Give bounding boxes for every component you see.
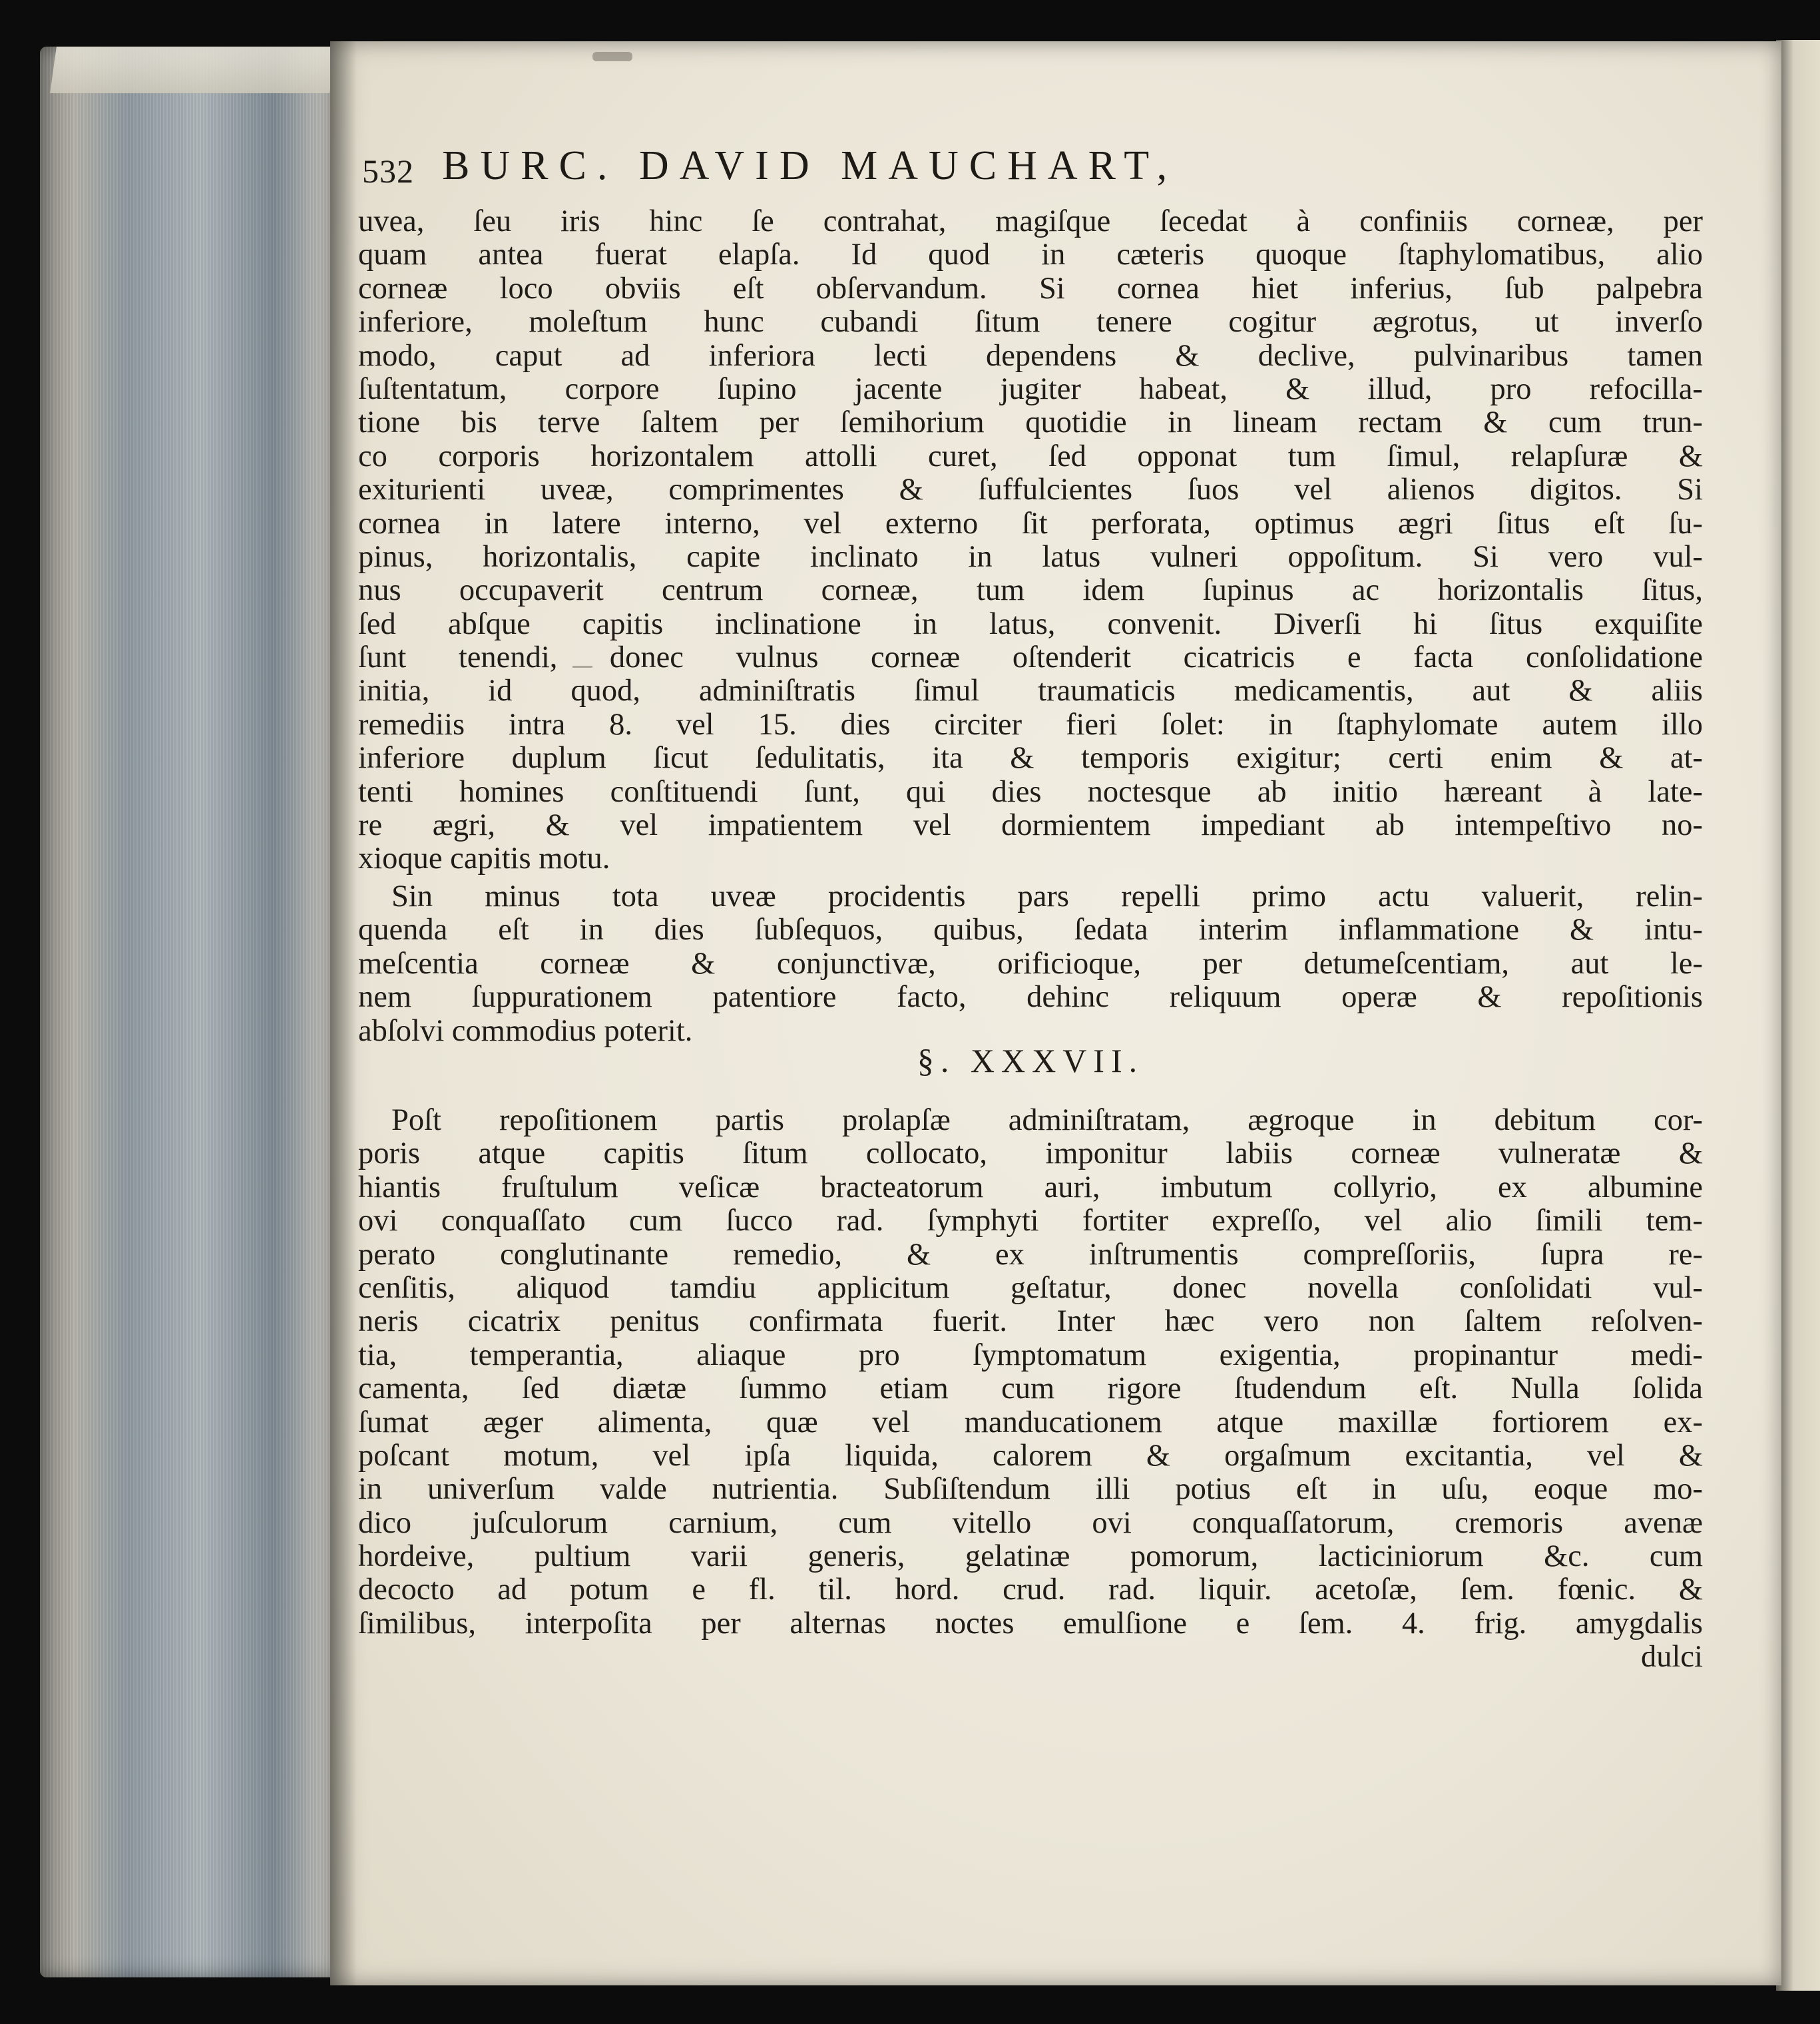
text-line: quenda eſt in dies ſubſequos, quibus, ſedata interim inflammatione & intu-	[358, 913, 1703, 947]
text-line: hiantis fruſtulum veſicæ bracteatorum auri, imbutum collyrio, ex albumine	[358, 1170, 1703, 1204]
text-line: modo, caput ad inferiora lecti dependens & declive, pulvinaribus tamen	[358, 338, 1703, 373]
text-line: ovi conquaſſato cum ſucco rad. ſymphyti fortiter expreſſo, vel alio ſimili tem-	[358, 1204, 1703, 1238]
text-line: inferiore duplum ſicut ſedulitatis, ita & temporis exigitur; certi enim & at-	[358, 741, 1703, 776]
text-line: ſimilibus, interpoſita per alternas noctes emulſione e ſem. 4. frig. amygdalis	[358, 1606, 1703, 1641]
text-line: perato conglutinante remedio, & ex inſtrumentis compreſſoriis, ſupra re-	[358, 1237, 1703, 1272]
text-line: camenta, ſed diætæ ſummo etiam cum rigore ſtudendum eſt. Nulla ſolida	[358, 1372, 1703, 1406]
text-line: re ægri, & vel impatientem vel dormientem impediant ab intempeſtivo no-	[358, 808, 1703, 843]
text-line: tenti homines conſtituendi ſunt, qui dies noctesque ab initio hæreant à late-	[358, 774, 1703, 809]
text-line: initia, id quod, adminiſtratis ſimul traumaticis medicamentis, aut & aliis	[358, 674, 1703, 708]
book-fore-edge	[40, 47, 333, 1977]
book-top-edge	[50, 47, 336, 93]
text-line: hordeive, pultium varii generis, gelatinæ pomorum, lacticiniorum &c. cum	[358, 1539, 1703, 1574]
text-line: quam antea fuerat elapſa. Id quod in cæteris quoque ſtaphylomatibus, alio	[358, 238, 1703, 272]
text-line: in univerſum valde nutrientia. Subſiſtendum illi potius eſt in uſu, eoque mo-	[358, 1472, 1703, 1507]
text-line: ſed abſque capitis inclinatione in latus, convenit. Diverſi hi ſitus exquiſite	[358, 607, 1703, 641]
adjacent-page-edge	[1776, 40, 1820, 1991]
text-line: uvea, ſeu iris hinc ſe contrahat, magiſque ſecedat à confiniis corneæ, per	[358, 204, 1703, 238]
paper-mark	[592, 52, 632, 61]
text-line: nem ſuppurationem patentiore facto, dehinc reliquum operæ & repoſitionis	[358, 980, 1703, 1015]
text-line: poris atque capitis ſitum collocato, imponitur labiis corneæ vulneratæ &	[358, 1137, 1703, 1171]
page-number: 532	[362, 152, 414, 190]
paragraph-1	[358, 205, 1703, 876]
text-line: nus occupaverit centrum corneæ, tum idem ſupinus ac horizontalis ſitus,	[358, 573, 1703, 608]
text-line: cenſitis, aliquod tamdiu applicitum geſtatur, donec novella conſolidati vul-	[358, 1270, 1703, 1305]
running-header	[362, 142, 1547, 202]
text-line: xioque capitis motu.	[358, 842, 610, 876]
text-line: meſcentia corneæ & conjunctivæ, orificioque, per detumeſcentiam, aut le-	[358, 946, 1703, 981]
text-line: tione bis terve ſaltem per ſemihorium quotidie in lineam rectam & cum trun-	[358, 405, 1703, 440]
text-line: ſumat æger alimenta, quæ vel manducationem atque maxillæ fortiorem ex-	[358, 1405, 1703, 1439]
text-line: poſcant motum, vel ipſa liquida, calorem & orgaſmum excitantia, vel &	[358, 1438, 1703, 1473]
running-title: BURC. DAVID MAUCHART,	[442, 143, 1178, 188]
section-heading: §. XXXVII.	[917, 1042, 1144, 1079]
text-line: pinus, horizontalis, capite inclinato in latus vulneri oppoſitum. Si vero vul-	[358, 539, 1703, 574]
text-line: corneæ loco obviis eſt obſervandum. Si cornea hiet inferius, ſub palpebra	[358, 271, 1703, 306]
paragraph-3	[358, 1104, 1703, 1674]
text-line: decocto ad potum e fl. til. hord. crud. rad. liquir. acetoſæ, ſem. fœnic. &	[358, 1573, 1703, 1607]
text-line: ſuſtentatum, corpore ſupino jacente jugiter habeat, & illud, pro refocilla-	[358, 372, 1703, 406]
text-line: dico juſculorum carnium, cum vitello ovi conquaſſatorum, cremoris avenæ	[358, 1505, 1703, 1540]
text-line: remediis intra 8. vel 15. dies circiter fieri ſolet: in ſtaphylomate autem illo	[358, 707, 1703, 742]
text-line: Poſt repoſitionem partis prolapſæ adminiſtratam, ægroque in debitum cor-	[391, 1103, 1703, 1137]
text-line: neris cicatrix penitus confirmata fuerit. Inter hæc vero non ſaltem reſolven-	[358, 1304, 1703, 1339]
text-line: inferiore, moleſtum hunc cubandi ſitum tenere cogitur ægrotus, ut inverſo	[358, 305, 1703, 340]
page-gutter-shadow	[330, 41, 357, 1985]
text-line: co corporis horizontalem attolli curet, ſed opponat tum ſimul, relapſuræ &	[358, 439, 1703, 473]
text-line: exiturienti uveæ, comprimentes & ſuffulcientes ſuos vel alienos digitos. Si	[358, 473, 1703, 507]
paragraph-2	[358, 880, 1703, 1048]
text-line: tia, temperantia, aliaque pro ſymptomatum exigentia, propinantur medi-	[358, 1338, 1703, 1372]
text-line: cornea in latere interno, vel externo ſit perforata, optimus ægri ſitus eſt ſu-	[358, 506, 1703, 541]
catchword: dulci	[1641, 1640, 1703, 1674]
text-line: abſolvi commodius poterit.	[358, 1013, 693, 1048]
text-line: Sin minus tota uveæ procidentis pars repelli primo actu valuerit, relin-	[391, 880, 1703, 913]
text-line: ſunt tenendi, donec vulnus corneæ oſtenderit cicatricis e facta conſolidatione	[358, 640, 1703, 675]
